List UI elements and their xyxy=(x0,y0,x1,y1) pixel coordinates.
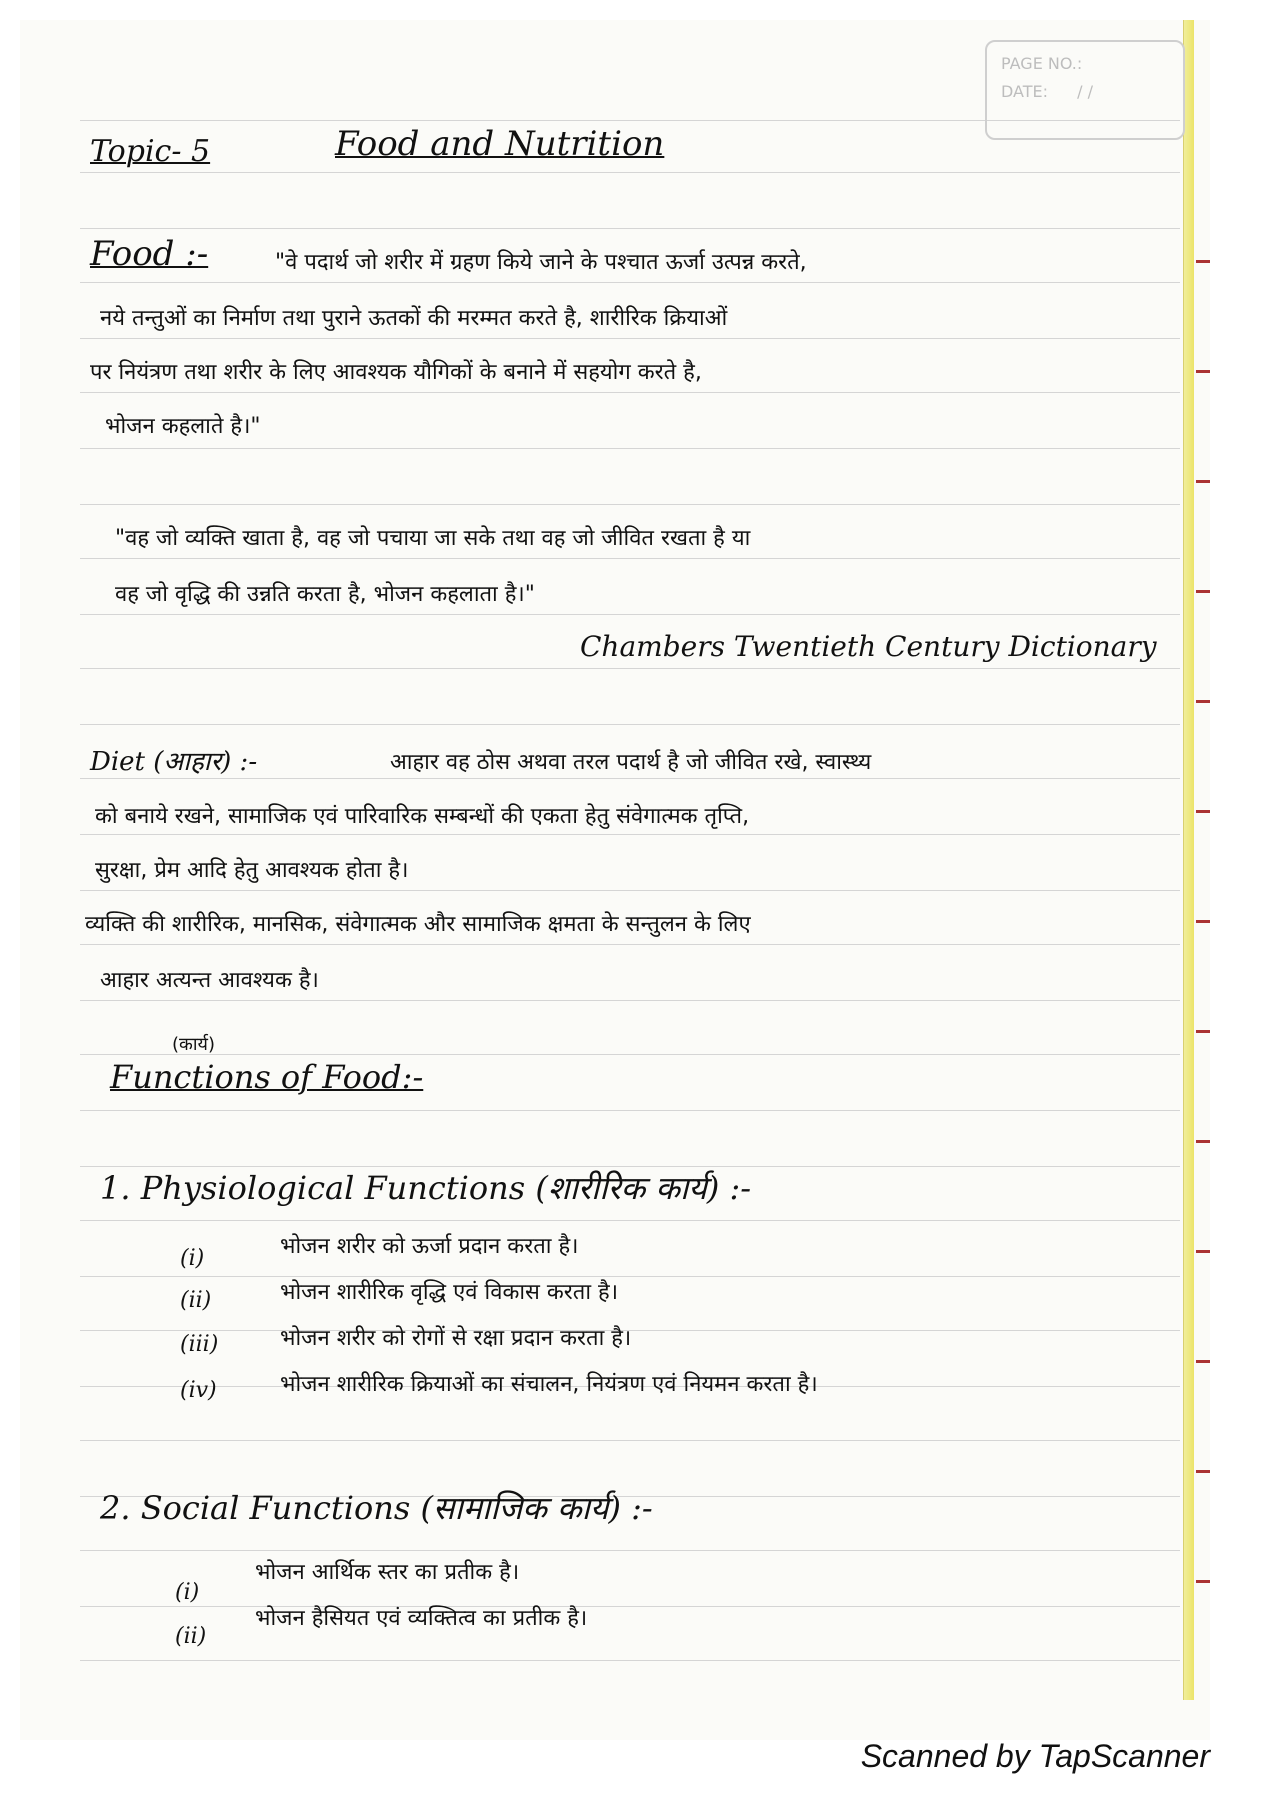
phys-item-2: भोजन शारीरिक वृद्धि एवं विकास करता है। xyxy=(280,1280,619,1305)
diet-line-5: आहार अत्यन्त आवश्यक है। xyxy=(100,968,319,993)
diet-line-4: व्यक्ति की शारीरिक, मानसिक, संवेगात्मक और सामाजिक क्षमता के सन्तुलन के लिए xyxy=(85,912,751,937)
diet-term: Diet (आहार) :- xyxy=(90,747,258,777)
food-term: Food :- xyxy=(90,234,209,274)
page-title: Food and Nutrition xyxy=(335,124,665,164)
topic-label: Topic- 5 xyxy=(90,134,211,169)
functions-title: Functions of Food:- xyxy=(110,1058,424,1096)
page-no-label: PAGE NO.: xyxy=(1001,54,1083,73)
phys-num-2: (ii) xyxy=(180,1288,212,1313)
diet-line-3: सुरक्षा, प्रेम आदि हेतु आवश्यक होता है। xyxy=(95,858,409,883)
social-num-2: (ii) xyxy=(175,1624,207,1649)
diet-line-2: को बनाये रखने, सामाजिक एवं पारिवारिक सम्बन्धों की एकता हेतु संवेगात्मक तृप्ति, xyxy=(95,804,750,829)
date-value: / / xyxy=(1077,82,1093,101)
chambers-source: Chambers Twentieth Century Dictionary xyxy=(580,630,1157,663)
social-num-1: (i) xyxy=(175,1580,200,1605)
food-line-3: पर नियंत्रण तथा शरीर के लिए आवश्यक यौगिकों के बनाने में सहयोग करते है, xyxy=(90,360,702,385)
phys-num-1: (i) xyxy=(180,1246,205,1271)
functions-annotation: (कार्य) xyxy=(172,1034,215,1055)
physiological-heading: 1. Physiological Functions (शारीरिक कार्य) :- xyxy=(100,1169,752,1207)
food-line-4: भोजन कहलाते है।" xyxy=(105,414,261,439)
page-date-box xyxy=(985,40,1185,140)
social-item-1: भोजन आर्थिक स्तर का प्रतीक है। xyxy=(255,1560,520,1585)
phys-item-3: भोजन शरीर को रोगों से रक्षा प्रदान करता है। xyxy=(280,1326,632,1351)
food-line-1: "वे पदार्थ जो शरीर में ग्रहण किये जाने के पश्चात ऊर्जा उत्पन्न करते, xyxy=(275,250,807,275)
date-label: DATE: xyxy=(1001,82,1049,101)
phys-num-3: (iii) xyxy=(180,1332,219,1357)
scanner-watermark: Scanned by TapScanner xyxy=(860,1738,1210,1774)
yellow-margin xyxy=(1183,20,1194,1700)
chambers-line-2: वह जो वृद्धि की उन्नति करता है, भोजन कहलाता है।" xyxy=(115,582,535,607)
diet-line-1: आहार वह ठोस अथवा तरल पदार्थ है जो जीवित रखे, स्वास्थ्य xyxy=(390,750,872,775)
food-line-2: नये तन्तुओं का निर्माण तथा पुराने ऊतकों की मरम्मत करते है, शारीरिक क्रियाओं xyxy=(100,306,728,331)
date-row xyxy=(1001,78,1169,106)
phys-item-4: भोजन शारीरिक क्रियाओं का संचालन, नियंत्रण एवं नियमन करता है। xyxy=(280,1372,818,1397)
notebook-page xyxy=(20,20,1210,1740)
social-item-2: भोजन हैसियत एवं व्यक्तित्व का प्रतीक है। xyxy=(255,1606,588,1631)
phys-item-1: भोजन शरीर को ऊर्जा प्रदान करता है। xyxy=(280,1234,579,1259)
phys-num-4: (iv) xyxy=(180,1378,217,1403)
chambers-line-1: "वह जो व्यक्ति खाता है, वह जो पचाया जा सके तथा वह जो जीवित रखता है या xyxy=(115,526,751,551)
social-heading: 2. Social Functions (सामाजिक कार्य) :- xyxy=(100,1489,653,1527)
